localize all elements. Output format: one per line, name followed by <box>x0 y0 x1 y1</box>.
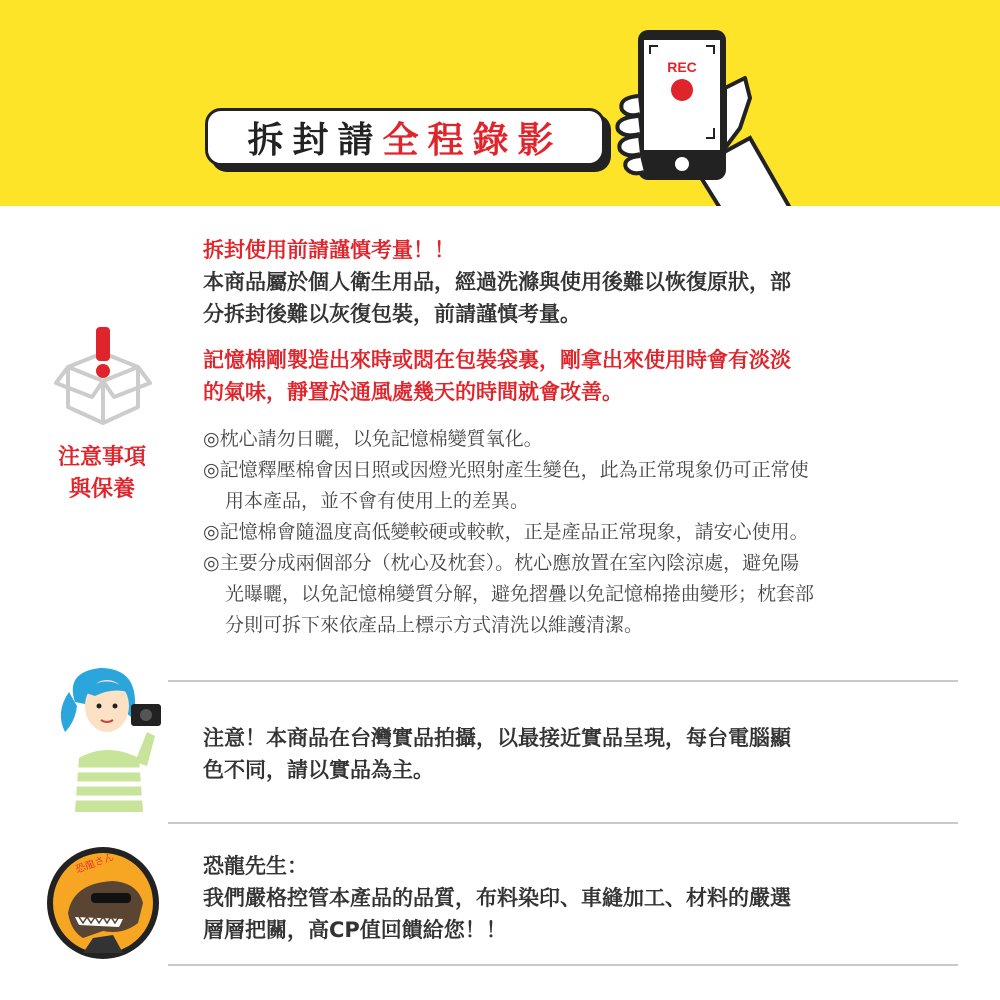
smell-line2: 的氣味，靜置於通風處幾天的時間就會改善。 <box>203 380 623 404</box>
care-item-1: ◎枕心請勿日曬，以免記憶棉變質氧化。 <box>203 428 543 450</box>
care-item-2: ◎記憶釋壓棉會因日照或因燈光照射產生變色，此為正常現象仍可正常使 <box>203 459 809 481</box>
dino-note-line1: 恐龍先生： <box>203 854 308 878</box>
dino-note-line3: 層層把關，高CP值回饋給您！！ <box>203 918 507 942</box>
care-item-4-cont2: 分則可拆下來依產品上標示方式清洗以維護清潔。 <box>225 614 644 636</box>
care-item-4-cont1: 光曝曬，以免記憶棉變質分解，避免摺疊以免記憶棉捲曲變形；枕套部 <box>225 583 815 605</box>
box-alert-icon <box>48 325 158 435</box>
phone-recording-icon <box>600 18 800 206</box>
warning-heading: 拆封使用前請謹慎考量！！ <box>203 238 455 262</box>
rec-label: REC <box>667 59 697 75</box>
divider-2 <box>168 822 958 824</box>
photo-note-line1: 注意！本商品在台灣實品拍攝，以最接近實品呈現，每台電腦顯 <box>203 726 791 750</box>
divider-1 <box>168 680 958 682</box>
dino-note <box>203 850 791 946</box>
warning-line1: 本商品屬於個人衛生用品，經過洗滌與使用後難以恢復原狀，部 <box>203 270 791 294</box>
care-label-line1: 注意事項 <box>57 445 146 470</box>
care-item-2-cont: 用本產品，並不會有使用上的差異。 <box>225 490 530 512</box>
title-part2: 全程錄影 <box>382 119 563 161</box>
title-pill <box>205 108 605 166</box>
care-item-4: ◎主要分成兩個部分（枕心及枕套）。枕心應放置在室內陰涼處，避免陽 <box>203 552 800 574</box>
smell-block <box>203 344 791 408</box>
care-item-3: ◎記憶棉會隨溫度高低變較硬或較軟，正是產品正常現象，請安心使用。 <box>203 521 809 543</box>
dino-badge-text: 恐龍さん <box>74 851 116 876</box>
title-part1: 拆封請 <box>247 119 383 161</box>
warning-line2: 分拆封後難以灰復包裝，前請謹慎考量。 <box>203 302 581 326</box>
divider-3 <box>168 964 958 966</box>
care-list <box>203 424 814 641</box>
photographer-girl-icon <box>55 662 165 812</box>
care-label <box>42 442 162 506</box>
warning-block <box>203 234 791 330</box>
photo-note-line2: 色不同，請以實品為主。 <box>203 758 434 782</box>
care-label-line2: 與保養 <box>68 477 135 502</box>
top-banner <box>0 0 1000 206</box>
photo-note <box>203 722 791 786</box>
dino-note-line2: 我們嚴格控管本產品的品質，布料染印、車縫加工、材料的嚴選 <box>203 886 791 910</box>
dinosaur-badge-icon <box>43 843 163 963</box>
smell-line1: 記憶棉剛製造出來時或悶在包裝袋裏，剛拿出來使用時會有淡淡 <box>203 348 791 372</box>
